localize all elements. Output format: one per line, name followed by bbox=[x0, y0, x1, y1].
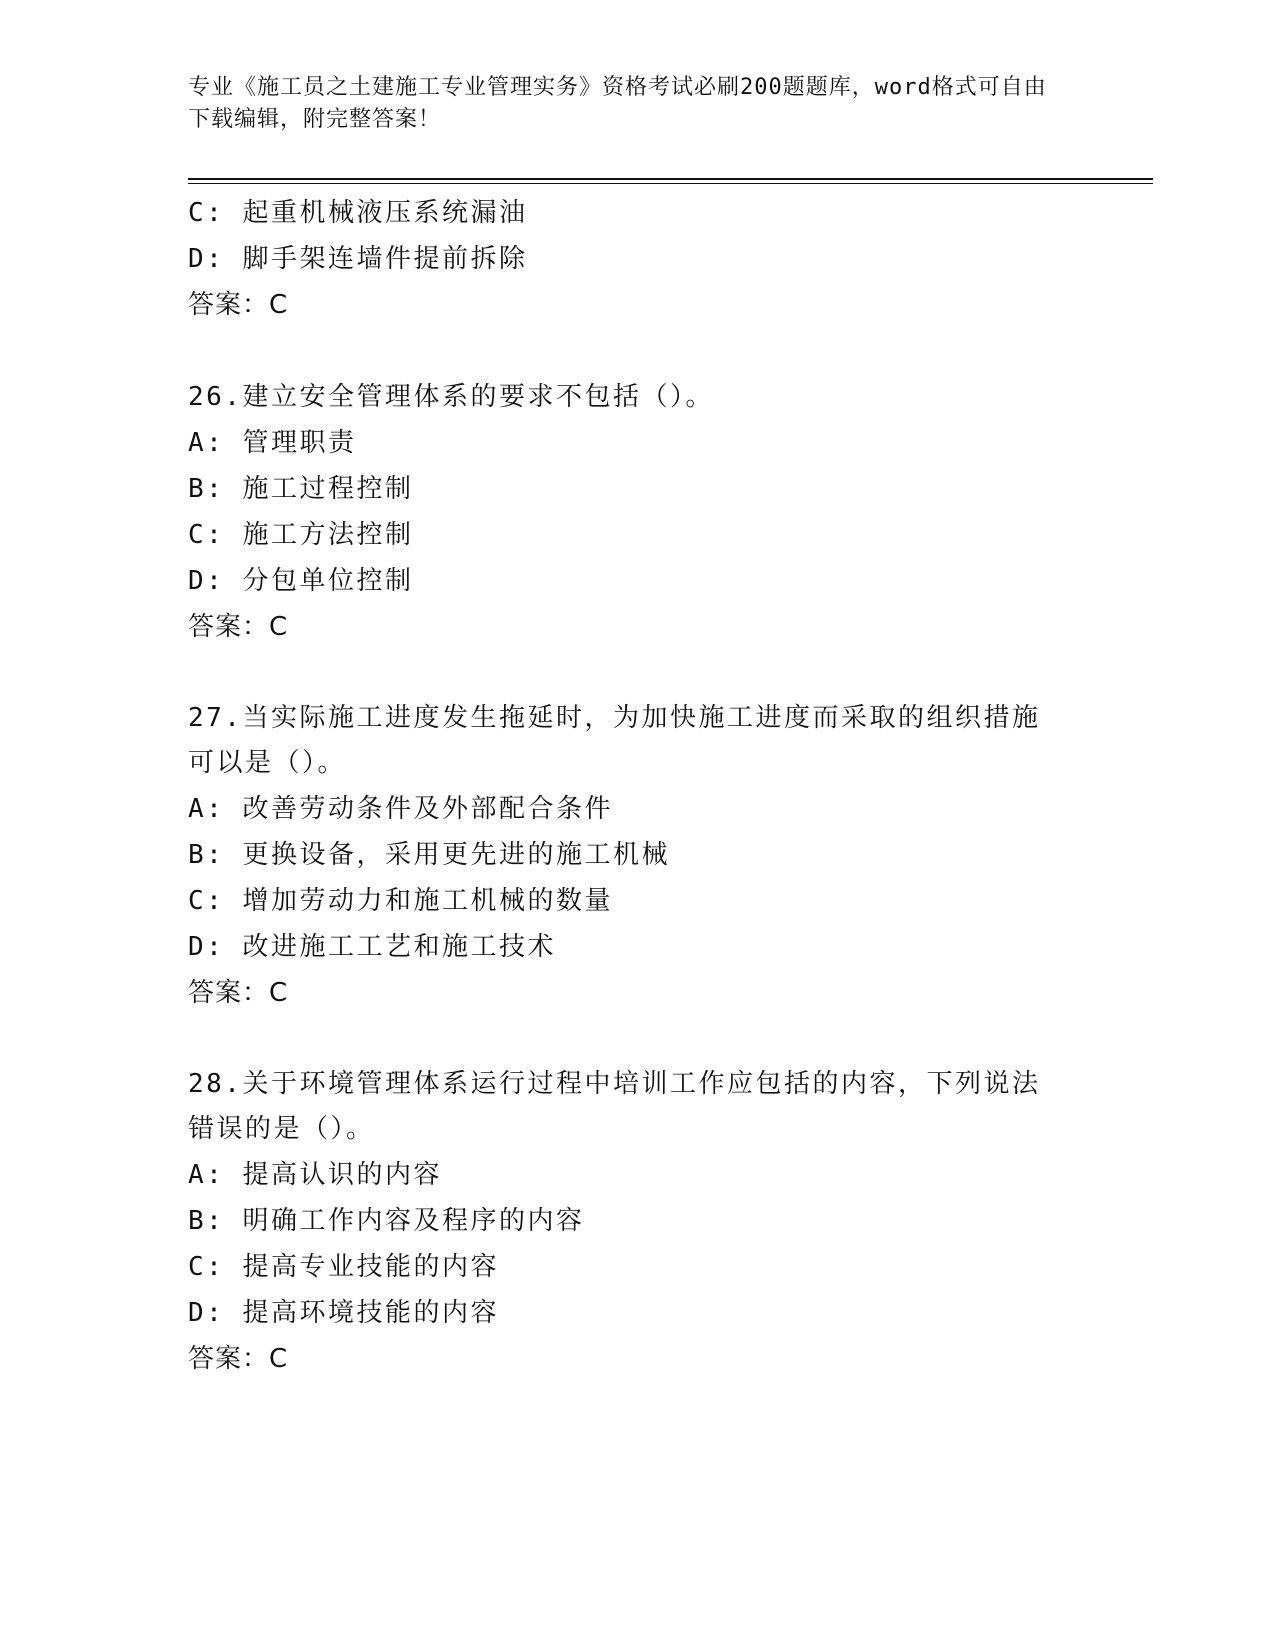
option-b: B: 更换设备，采用更先进的施工机械 bbox=[188, 840, 670, 870]
option-b: B: 明确工作内容及程序的内容 bbox=[188, 1206, 585, 1236]
question-spacer bbox=[188, 1016, 1088, 1062]
option-c: C: 起重机械液压系统漏油 bbox=[188, 198, 528, 228]
question-26 bbox=[188, 374, 1088, 650]
option-a: A: 提高认识的内容 bbox=[188, 1160, 442, 1190]
document-header: 专业《施工员之土建施工专业管理实务》资格考试必刷200题题库，word格式可自由下载编辑，附完整答案！ bbox=[188, 75, 1047, 132]
option-c: C: 施工方法控制 bbox=[188, 520, 414, 550]
question-text: 27.当实际施工进度发生拖延时，为加快施工进度而采取的组织措施可以是（）。 bbox=[188, 703, 1041, 778]
question-spacer bbox=[188, 650, 1088, 696]
question-list bbox=[188, 190, 1088, 1382]
option-a: A: 管理职责 bbox=[188, 428, 357, 458]
header-divider-thin bbox=[188, 183, 1153, 184]
option-d: D: 脚手架连墙件提前拆除 bbox=[188, 244, 528, 274]
option-d: D: 提高环境技能的内容 bbox=[188, 1298, 499, 1328]
option-d: D: 改进施工工艺和施工技术 bbox=[188, 932, 556, 962]
question-text: 26.建立安全管理体系的要求不包括（）。 bbox=[188, 382, 714, 412]
question-text: 28.关于环境管理体系运行过程中培训工作应包括的内容，下列说法错误的是（）。 bbox=[188, 1069, 1041, 1144]
answer-line: 答案：C bbox=[188, 290, 289, 320]
option-a: A: 改善劳动条件及外部配合条件 bbox=[188, 794, 613, 824]
answer-line: 答案：C bbox=[188, 612, 289, 642]
question-25 bbox=[188, 190, 1088, 328]
question-27 bbox=[188, 696, 1088, 1016]
header-divider-thick bbox=[188, 178, 1153, 180]
option-d: D: 分包单位控制 bbox=[188, 566, 414, 596]
question-spacer bbox=[188, 328, 1088, 374]
question-28 bbox=[188, 1062, 1088, 1382]
answer-line: 答案：C bbox=[188, 978, 289, 1008]
option-c: C: 增加劳动力和施工机械的数量 bbox=[188, 886, 613, 916]
answer-line: 答案：C bbox=[188, 1344, 289, 1374]
option-c: C: 提高专业技能的内容 bbox=[188, 1252, 499, 1282]
option-b: B: 施工过程控制 bbox=[188, 474, 414, 504]
